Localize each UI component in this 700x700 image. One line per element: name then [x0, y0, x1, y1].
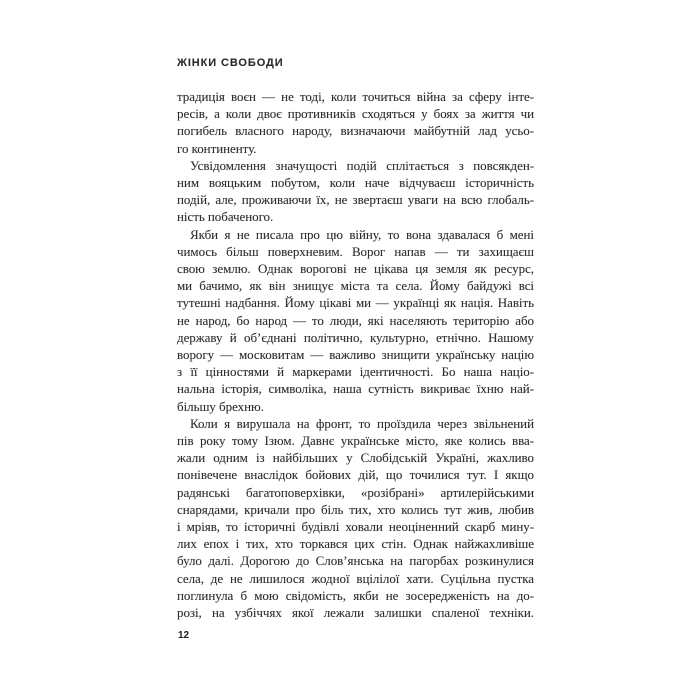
- text-line: державу й об’єднані політично, культурно, етнічно. Нашому: [177, 329, 534, 345]
- text-line: ресів, а коли двоє противників сходяться у боях за життя чи: [177, 106, 534, 122]
- text-line: було далі. Дорогою до Слов’янська на пагорбах розкинулися: [177, 553, 534, 569]
- text-line: лих епох і тих, хто торкався цих стін. Однак найжахливіше: [177, 536, 534, 552]
- text-line: нальна історія, символіка, наша сутність викриває їхню най-: [177, 381, 534, 397]
- text-line: жали одним із найбільших у Слобідській Україні, жахливо: [177, 450, 534, 466]
- text-line: Коли я вирушала на фронт, то проїздила через звільнений: [190, 415, 534, 431]
- text-line: ворогу — московитам — важливо знищити українську націю: [177, 347, 534, 363]
- text-line: го континенту.: [177, 140, 257, 156]
- text-line: розі, на узбіччях якої лежали залишки спаленої техніки.: [177, 605, 534, 621]
- body-text-block: [177, 88, 534, 621]
- text-line: поглинула б мою свідомість, якби не зосередженість на до-: [177, 587, 534, 603]
- text-line: чимось більш поверхневим. Ворог напав — ти захищаєш: [177, 243, 534, 259]
- text-line: більшу брехню.: [177, 398, 264, 414]
- page-number: 12: [178, 630, 190, 641]
- text-line: тутешні надбання. Йому цікаві ми — українці як нація. Навіть: [177, 295, 534, 311]
- text-line: ним вояцьким побутом, коли наче відчуваєш історичність: [177, 175, 534, 191]
- text-line: Усвідомлення значущості подій сплітається з повсякден-: [190, 157, 534, 173]
- text-line: радянські багатоповерхівки, «розібрані» артилерійськими: [177, 484, 534, 500]
- text-line: і мріяв, то історичні будівлі ховали неоціненний скарб мину-: [177, 519, 534, 535]
- running-head: ЖІНКИ СВОБОДИ: [177, 57, 284, 69]
- text-line: понівечене внаслідок бойових дій, що точилися тут. І якщо: [177, 467, 534, 483]
- text-line: ність побаченого.: [177, 209, 274, 225]
- text-line: села, де не лишилося жодної вцілілої хати. Суцільна пустка: [177, 570, 534, 586]
- text-line: не народ, бо народ — то люди, які населяють територію або: [177, 312, 534, 328]
- text-line: погибель власного народу, визначаючи майбутній лад усьо-: [177, 123, 534, 139]
- text-line: з її цінностями й маркерами ідентичності. Бо наша націо-: [177, 364, 534, 380]
- text-line: подій, але, проживаючи їх, не звертаєш уваги на всю глобаль-: [177, 192, 534, 208]
- text-line: снарядами, кричали про біль тих, хто колись тут жив, любив: [177, 501, 534, 517]
- text-line: традиція воєн — не тоді, коли точиться війна за сферу інте-: [177, 89, 534, 104]
- text-line: Якби я не писала про цю війну, то вона здавалася б мені: [190, 226, 534, 242]
- text-line: ми бачимо, як він знищує міста та села. Йому байдужі всі: [177, 278, 534, 294]
- text-line: пів року тому Ізюм. Давнє українське місто, яке колись вва-: [177, 433, 534, 449]
- text-line: свою землю. Однак ворогові не цікава ця земля як ресурс,: [177, 261, 534, 277]
